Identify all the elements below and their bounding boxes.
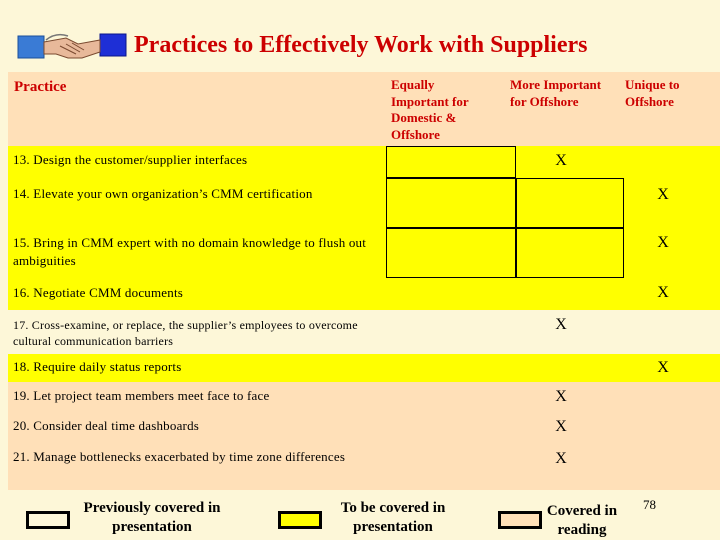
table-row xyxy=(8,178,720,228)
table-row xyxy=(8,412,720,442)
practice-text: 18. Require daily status reports xyxy=(13,359,182,374)
practice-text: 13. Design the customer/supplier interfaces xyxy=(13,152,248,167)
x-mark: X xyxy=(555,450,567,467)
more-cell xyxy=(516,178,624,228)
table-row xyxy=(8,310,720,354)
x-mark: X xyxy=(555,418,567,435)
practice-text: 17. Cross-examine, or replace, the supplier’s employees to overcome cultural communication barriers xyxy=(13,318,358,348)
x-mark: X xyxy=(657,234,669,251)
equal-cell xyxy=(386,178,516,228)
legend-swatch-previous xyxy=(26,511,70,529)
practice-text: 16. Negotiate CMM documents xyxy=(13,285,184,300)
legend-label-tobe: To be covered in presentation xyxy=(340,500,446,535)
legend-swatch-tobe xyxy=(278,511,322,529)
page-number: 78 xyxy=(643,497,656,512)
header-more-important: More Important for Offshore xyxy=(510,77,602,109)
table-row xyxy=(8,278,720,310)
x-mark: X xyxy=(657,359,669,376)
x-mark: X xyxy=(555,152,567,169)
table-row xyxy=(8,228,720,278)
equal-cell xyxy=(386,146,516,178)
header-equally-important: Equally Important for Domestic & Offshore xyxy=(391,77,469,142)
legend-label-previous: Previously covered in presentation xyxy=(83,500,221,535)
more-cell xyxy=(516,228,624,278)
handshake-icon xyxy=(16,28,128,64)
table-row xyxy=(8,146,720,178)
practice-text: 14. Elevate your own organization’s CMM certification xyxy=(13,186,313,201)
practice-text: 19. Let project team members meet face to face xyxy=(13,388,270,403)
table-row xyxy=(8,442,720,490)
x-mark: X xyxy=(657,186,669,203)
x-mark: X xyxy=(555,316,567,333)
x-mark: X xyxy=(657,284,669,301)
legend-label-reading: Covered in reading xyxy=(546,503,618,538)
table-row xyxy=(8,354,720,382)
practice-text: 20. Consider deal time dashboards xyxy=(13,418,200,433)
header-practice: Practice xyxy=(14,79,67,95)
x-mark: X xyxy=(555,388,567,405)
equal-cell xyxy=(386,228,516,278)
header-unique-offshore: Unique to Offshore xyxy=(625,77,680,109)
page-title: Practices to Effectively Work with Suppliers xyxy=(134,32,588,58)
table-row xyxy=(8,382,720,412)
practice-text: 15. Bring in CMM expert with no domain knowledge to flush out ambiguities xyxy=(13,235,367,268)
practice-text: 21. Manage bottlenecks exacerbated by time zone differences xyxy=(13,449,346,464)
